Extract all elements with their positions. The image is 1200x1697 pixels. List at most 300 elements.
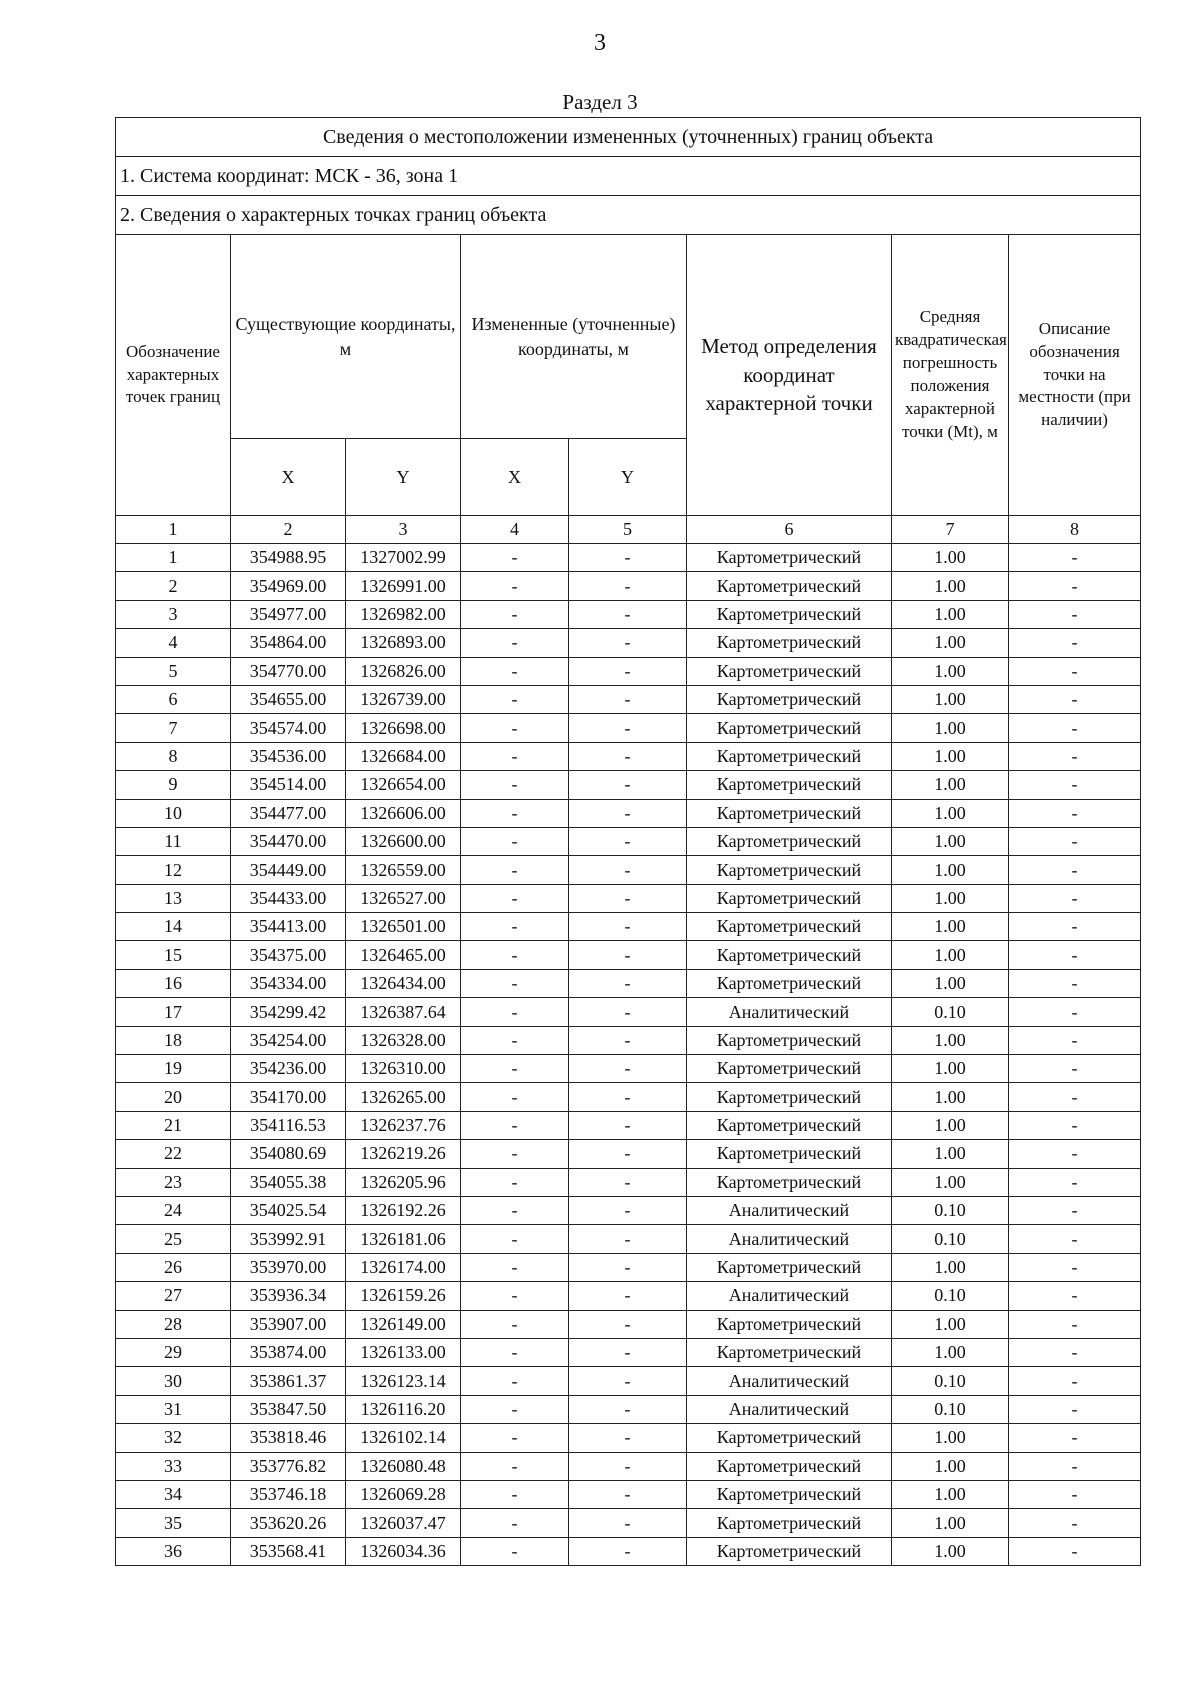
- cell-description: -: [1009, 1083, 1141, 1111]
- cell-existing-x: 353818.46: [231, 1424, 346, 1452]
- cell-mean-error: 1.00: [892, 799, 1009, 827]
- cell-changed-x: -: [461, 1282, 569, 1310]
- cell-description: -: [1009, 1310, 1141, 1338]
- cell-mean-error: 0.10: [892, 1282, 1009, 1310]
- cell-method: Картометрический: [687, 1253, 892, 1281]
- cell-description: -: [1009, 657, 1141, 685]
- cell-changed-y: -: [569, 827, 687, 855]
- cell-changed-y: -: [569, 572, 687, 600]
- cell-changed-y: -: [569, 544, 687, 572]
- header-existing-coordinates: Существующие координаты, м: [231, 235, 461, 439]
- cell-mean-error: 1.00: [892, 1055, 1009, 1083]
- cell-description: -: [1009, 1338, 1141, 1366]
- cell-changed-y: -: [569, 856, 687, 884]
- cell-mean-error: 1.00: [892, 1310, 1009, 1338]
- cell-changed-y: -: [569, 657, 687, 685]
- cell-mean-error: 1.00: [892, 1168, 1009, 1196]
- cell-method: Картометрический: [687, 1480, 892, 1508]
- cell-method: Картометрический: [687, 1083, 892, 1111]
- cell-existing-x: 354025.54: [231, 1196, 346, 1224]
- cell-existing-y: 1326501.00: [346, 913, 461, 941]
- cell-changed-x: -: [461, 1140, 569, 1168]
- cell-mean-error: 0.10: [892, 1225, 1009, 1253]
- cell-point-number: 7: [116, 714, 231, 742]
- cell-method: Картометрический: [687, 742, 892, 770]
- cell-point-number: 33: [116, 1452, 231, 1480]
- cell-mean-error: 1.00: [892, 629, 1009, 657]
- column-number: 5: [569, 516, 687, 544]
- cell-mean-error: 1.00: [892, 856, 1009, 884]
- cell-mean-error: 1.00: [892, 913, 1009, 941]
- cell-mean-error: 1.00: [892, 1026, 1009, 1054]
- column-number: 7: [892, 516, 1009, 544]
- cell-mean-error: 0.10: [892, 1367, 1009, 1395]
- cell-existing-y: 1326116.20: [346, 1395, 461, 1423]
- table-row: [116, 1083, 1141, 1111]
- cell-method: Аналитический: [687, 998, 892, 1026]
- cell-changed-x: -: [461, 799, 569, 827]
- cell-changed-y: -: [569, 884, 687, 912]
- cell-mean-error: 1.00: [892, 714, 1009, 742]
- cell-changed-y: -: [569, 1026, 687, 1054]
- cell-method: Картометрический: [687, 544, 892, 572]
- cell-changed-x: -: [461, 1111, 569, 1139]
- cell-existing-x: 354433.00: [231, 884, 346, 912]
- cell-existing-y: 1326159.26: [346, 1282, 461, 1310]
- cell-description: -: [1009, 1026, 1141, 1054]
- cell-description: -: [1009, 544, 1141, 572]
- cell-changed-x: -: [461, 856, 569, 884]
- table-row: [116, 1225, 1141, 1253]
- cell-changed-x: -: [461, 827, 569, 855]
- cell-existing-y: 1326265.00: [346, 1083, 461, 1111]
- cell-existing-y: 1326237.76: [346, 1111, 461, 1139]
- table-row: [116, 827, 1141, 855]
- cell-point-number: 15: [116, 941, 231, 969]
- cell-point-number: 32: [116, 1424, 231, 1452]
- cell-changed-x: -: [461, 1424, 569, 1452]
- cell-point-number: 10: [116, 799, 231, 827]
- cell-changed-y: -: [569, 1395, 687, 1423]
- cell-point-number: 13: [116, 884, 231, 912]
- cell-mean-error: 1.00: [892, 771, 1009, 799]
- cell-description: -: [1009, 600, 1141, 628]
- table-row: [116, 629, 1141, 657]
- table-row: [116, 856, 1141, 884]
- column-number: 8: [1009, 516, 1141, 544]
- cell-point-number: 20: [116, 1083, 231, 1111]
- table-row: [116, 969, 1141, 997]
- coordinate-system: 1. Система координат: МСК - 36, зона 1: [116, 157, 1141, 196]
- cell-existing-x: 354334.00: [231, 969, 346, 997]
- cell-changed-x: -: [461, 1026, 569, 1054]
- table-row: [116, 742, 1141, 770]
- cell-existing-x: 354514.00: [231, 771, 346, 799]
- cell-mean-error: 1.00: [892, 1480, 1009, 1508]
- table-row: [116, 1282, 1141, 1310]
- cell-changed-x: -: [461, 1225, 569, 1253]
- cell-description: -: [1009, 856, 1141, 884]
- table-row: [116, 1168, 1141, 1196]
- cell-description: -: [1009, 1424, 1141, 1452]
- cell-existing-x: 354655.00: [231, 685, 346, 713]
- header-changed-coordinates: Измененные (уточненные) координаты, м: [461, 235, 687, 439]
- cell-mean-error: 1.00: [892, 1338, 1009, 1366]
- cell-method: Картометрический: [687, 685, 892, 713]
- cell-mean-error: 1.00: [892, 1083, 1009, 1111]
- cell-description: -: [1009, 884, 1141, 912]
- cell-changed-x: -: [461, 629, 569, 657]
- cell-description: -: [1009, 742, 1141, 770]
- cell-existing-y: 1326192.26: [346, 1196, 461, 1224]
- cell-description: -: [1009, 1055, 1141, 1083]
- cell-point-number: 27: [116, 1282, 231, 1310]
- cell-existing-x: 353992.91: [231, 1225, 346, 1253]
- cell-description: -: [1009, 799, 1141, 827]
- cell-existing-x: 354254.00: [231, 1026, 346, 1054]
- cell-existing-y: 1326387.64: [346, 998, 461, 1026]
- cell-existing-x: 354864.00: [231, 629, 346, 657]
- cell-existing-x: 354988.95: [231, 544, 346, 572]
- table-row: [116, 657, 1141, 685]
- cell-method: Аналитический: [687, 1395, 892, 1423]
- cell-existing-y: 1327002.99: [346, 544, 461, 572]
- table-row: [116, 1196, 1141, 1224]
- table-row: [116, 1140, 1141, 1168]
- cell-description: -: [1009, 827, 1141, 855]
- cell-changed-x: -: [461, 657, 569, 685]
- cell-description: -: [1009, 1395, 1141, 1423]
- column-number: 6: [687, 516, 892, 544]
- cell-method: Аналитический: [687, 1282, 892, 1310]
- cell-description: -: [1009, 1282, 1141, 1310]
- cell-changed-y: -: [569, 1424, 687, 1452]
- cell-existing-x: 353907.00: [231, 1310, 346, 1338]
- cell-method: Картометрический: [687, 884, 892, 912]
- column-number: 1: [116, 516, 231, 544]
- cell-existing-x: 354536.00: [231, 742, 346, 770]
- table-row: [116, 1310, 1141, 1338]
- column-number: 2: [231, 516, 346, 544]
- cell-existing-x: 354770.00: [231, 657, 346, 685]
- cell-mean-error: 0.10: [892, 1196, 1009, 1224]
- cell-changed-y: -: [569, 1140, 687, 1168]
- cell-changed-y: -: [569, 1253, 687, 1281]
- cell-existing-x: 353568.41: [231, 1537, 346, 1565]
- cell-existing-x: 354055.38: [231, 1168, 346, 1196]
- cell-existing-x: 353874.00: [231, 1338, 346, 1366]
- cell-description: -: [1009, 1480, 1141, 1508]
- cell-changed-x: -: [461, 1338, 569, 1366]
- cell-point-number: 5: [116, 657, 231, 685]
- cell-changed-y: -: [569, 1452, 687, 1480]
- column-number: 3: [346, 516, 461, 544]
- cell-existing-y: 1326739.00: [346, 685, 461, 713]
- cell-existing-x: 353861.37: [231, 1367, 346, 1395]
- cell-changed-y: -: [569, 969, 687, 997]
- table-row: [116, 771, 1141, 799]
- cell-point-number: 29: [116, 1338, 231, 1366]
- header-existing-x: X: [231, 439, 346, 516]
- cell-existing-x: 354477.00: [231, 799, 346, 827]
- cell-existing-x: 354574.00: [231, 714, 346, 742]
- cell-method: Картометрический: [687, 1424, 892, 1452]
- cell-point-number: 22: [116, 1140, 231, 1168]
- cell-changed-x: -: [461, 998, 569, 1026]
- cell-mean-error: 1.00: [892, 969, 1009, 997]
- cell-existing-y: 1326328.00: [346, 1026, 461, 1054]
- cell-description: -: [1009, 1225, 1141, 1253]
- cell-method: Картометрический: [687, 1338, 892, 1366]
- table-title: Сведения о местоположении измененных (уточненных) границ объекта: [116, 118, 1141, 157]
- cell-changed-y: -: [569, 1480, 687, 1508]
- cell-existing-x: 354236.00: [231, 1055, 346, 1083]
- cell-point-number: 26: [116, 1253, 231, 1281]
- cell-description: -: [1009, 1140, 1141, 1168]
- cell-mean-error: 1.00: [892, 1537, 1009, 1565]
- cell-changed-y: -: [569, 714, 687, 742]
- cell-method: Картометрический: [687, 1452, 892, 1480]
- cell-description: -: [1009, 1452, 1141, 1480]
- cell-mean-error: 1.00: [892, 1253, 1009, 1281]
- cell-existing-x: 353746.18: [231, 1480, 346, 1508]
- cell-point-number: 16: [116, 969, 231, 997]
- cell-method: Картометрический: [687, 1055, 892, 1083]
- cell-existing-x: 353620.26: [231, 1509, 346, 1537]
- cell-method: Картометрический: [687, 856, 892, 884]
- cell-changed-x: -: [461, 1310, 569, 1338]
- cell-existing-y: 1326205.96: [346, 1168, 461, 1196]
- cell-point-number: 23: [116, 1168, 231, 1196]
- cell-point-number: 19: [116, 1055, 231, 1083]
- cell-existing-x: 354449.00: [231, 856, 346, 884]
- cell-point-number: 6: [116, 685, 231, 713]
- cell-changed-x: -: [461, 1055, 569, 1083]
- cell-point-number: 12: [116, 856, 231, 884]
- cell-changed-x: -: [461, 1196, 569, 1224]
- cell-existing-y: 1326102.14: [346, 1424, 461, 1452]
- cell-changed-x: -: [461, 941, 569, 969]
- cell-existing-x: 354413.00: [231, 913, 346, 941]
- cell-mean-error: 1.00: [892, 884, 1009, 912]
- cell-method: Картометрический: [687, 629, 892, 657]
- cell-point-number: 3: [116, 600, 231, 628]
- table-row: [116, 714, 1141, 742]
- cell-method: Аналитический: [687, 1225, 892, 1253]
- cell-mean-error: 1.00: [892, 685, 1009, 713]
- table-row: [116, 941, 1141, 969]
- table-row: [116, 998, 1141, 1026]
- cell-changed-y: -: [569, 1225, 687, 1253]
- cell-existing-y: 1326465.00: [346, 941, 461, 969]
- cell-method: Картометрический: [687, 941, 892, 969]
- table-row: [116, 544, 1141, 572]
- cell-point-number: 9: [116, 771, 231, 799]
- cell-existing-y: 1326991.00: [346, 572, 461, 600]
- cell-method: Аналитический: [687, 1196, 892, 1224]
- cell-existing-y: 1326527.00: [346, 884, 461, 912]
- cell-point-number: 17: [116, 998, 231, 1026]
- cell-changed-x: -: [461, 714, 569, 742]
- table-row: [116, 1537, 1141, 1565]
- cell-description: -: [1009, 969, 1141, 997]
- table-row: [116, 913, 1141, 941]
- cell-changed-x: -: [461, 1509, 569, 1537]
- table-row: [116, 1253, 1141, 1281]
- cell-mean-error: 1.00: [892, 742, 1009, 770]
- cell-method: Картометрический: [687, 600, 892, 628]
- table-row: [116, 884, 1141, 912]
- cell-method: Картометрический: [687, 913, 892, 941]
- boundary-points-table: [115, 117, 1141, 1566]
- cell-existing-y: 1326600.00: [346, 827, 461, 855]
- cell-point-number: 14: [116, 913, 231, 941]
- cell-method: Аналитический: [687, 1367, 892, 1395]
- cell-changed-y: -: [569, 1196, 687, 1224]
- cell-description: -: [1009, 998, 1141, 1026]
- cell-existing-x: 354969.00: [231, 572, 346, 600]
- cell-point-number: 18: [116, 1026, 231, 1054]
- cell-changed-x: -: [461, 572, 569, 600]
- table-row: [116, 685, 1141, 713]
- cell-description: -: [1009, 941, 1141, 969]
- cell-existing-x: 353776.82: [231, 1452, 346, 1480]
- header-error: Средняя квадратическая погрешность положения характерной точки (Mt), м: [892, 235, 1009, 516]
- cell-mean-error: 1.00: [892, 1111, 1009, 1139]
- table-row: [116, 600, 1141, 628]
- cell-description: -: [1009, 1253, 1141, 1281]
- cell-method: Картометрический: [687, 657, 892, 685]
- cell-changed-y: -: [569, 771, 687, 799]
- cell-point-number: 35: [116, 1509, 231, 1537]
- cell-mean-error: 0.10: [892, 1395, 1009, 1423]
- cell-description: -: [1009, 1168, 1141, 1196]
- cell-existing-x: 354375.00: [231, 941, 346, 969]
- cell-changed-x: -: [461, 1083, 569, 1111]
- table-row: [116, 1367, 1141, 1395]
- cell-mean-error: 1.00: [892, 544, 1009, 572]
- cell-existing-y: 1326149.00: [346, 1310, 461, 1338]
- header-existing-y: Y: [346, 439, 461, 516]
- cell-method: Картометрический: [687, 1111, 892, 1139]
- cell-existing-y: 1326219.26: [346, 1140, 461, 1168]
- cell-description: -: [1009, 1509, 1141, 1537]
- cell-mean-error: 1.00: [892, 1509, 1009, 1537]
- cell-point-number: 30: [116, 1367, 231, 1395]
- cell-existing-y: 1326893.00: [346, 629, 461, 657]
- cell-changed-y: -: [569, 742, 687, 770]
- cell-changed-y: -: [569, 913, 687, 941]
- cell-mean-error: 1.00: [892, 600, 1009, 628]
- cell-changed-y: -: [569, 941, 687, 969]
- cell-changed-y: -: [569, 799, 687, 827]
- cell-changed-x: -: [461, 1253, 569, 1281]
- cell-existing-y: 1326174.00: [346, 1253, 461, 1281]
- cell-description: -: [1009, 1196, 1141, 1224]
- cell-point-number: 31: [116, 1395, 231, 1423]
- page-number: 3: [594, 30, 606, 56]
- cell-changed-x: -: [461, 742, 569, 770]
- cell-mean-error: 1.00: [892, 1140, 1009, 1168]
- cell-existing-y: 1326037.47: [346, 1509, 461, 1537]
- cell-description: -: [1009, 771, 1141, 799]
- cell-description: -: [1009, 913, 1141, 941]
- cell-existing-x: 354299.42: [231, 998, 346, 1026]
- cell-method: Картометрический: [687, 1509, 892, 1537]
- cell-existing-y: 1326133.00: [346, 1338, 461, 1366]
- cell-point-number: 1: [116, 544, 231, 572]
- cell-changed-x: -: [461, 1367, 569, 1395]
- cell-description: -: [1009, 1367, 1141, 1395]
- cell-existing-x: 354116.53: [231, 1111, 346, 1139]
- cell-description: -: [1009, 714, 1141, 742]
- cell-point-number: 34: [116, 1480, 231, 1508]
- cell-changed-y: -: [569, 1367, 687, 1395]
- cell-existing-y: 1326654.00: [346, 771, 461, 799]
- cell-existing-x: 354977.00: [231, 600, 346, 628]
- cell-description: -: [1009, 685, 1141, 713]
- cell-point-number: 4: [116, 629, 231, 657]
- cell-existing-y: 1326181.06: [346, 1225, 461, 1253]
- cell-existing-y: 1326069.28: [346, 1480, 461, 1508]
- table-row: [116, 1338, 1141, 1366]
- cell-changed-y: -: [569, 600, 687, 628]
- cell-existing-x: 353970.00: [231, 1253, 346, 1281]
- header-description: Описание обозначения точки на местности (при наличии): [1009, 235, 1141, 516]
- cell-mean-error: 1.00: [892, 657, 1009, 685]
- cell-existing-y: 1326982.00: [346, 600, 461, 628]
- cell-method: Картометрический: [687, 969, 892, 997]
- cell-existing-y: 1326434.00: [346, 969, 461, 997]
- cell-changed-y: -: [569, 998, 687, 1026]
- table-row: [116, 1055, 1141, 1083]
- cell-method: Картометрический: [687, 1168, 892, 1196]
- cell-point-number: 21: [116, 1111, 231, 1139]
- cell-existing-y: 1326698.00: [346, 714, 461, 742]
- cell-changed-x: -: [461, 600, 569, 628]
- cell-changed-x: -: [461, 913, 569, 941]
- table-row: [116, 1480, 1141, 1508]
- cell-existing-y: 1326310.00: [346, 1055, 461, 1083]
- cell-changed-x: -: [461, 1480, 569, 1508]
- table-row: [116, 1424, 1141, 1452]
- cell-changed-y: -: [569, 1168, 687, 1196]
- header-method: Метод определения координат характерной точки: [687, 235, 892, 516]
- cell-mean-error: 1.00: [892, 1424, 1009, 1452]
- cell-method: Картометрический: [687, 1537, 892, 1565]
- cell-point-number: 36: [116, 1537, 231, 1565]
- cell-method: Картометрический: [687, 1026, 892, 1054]
- cell-changed-y: -: [569, 629, 687, 657]
- cell-existing-y: 1326123.14: [346, 1367, 461, 1395]
- header-designation: Обозначение характерных точек границ: [116, 235, 231, 516]
- table-row: [116, 1452, 1141, 1480]
- cell-changed-x: -: [461, 1537, 569, 1565]
- table-row: [116, 1509, 1141, 1537]
- cell-existing-y: 1326826.00: [346, 657, 461, 685]
- cell-point-number: 8: [116, 742, 231, 770]
- cell-changed-y: -: [569, 1338, 687, 1366]
- cell-changed-y: -: [569, 1111, 687, 1139]
- cell-changed-y: -: [569, 1282, 687, 1310]
- cell-changed-y: -: [569, 1055, 687, 1083]
- cell-mean-error: 1.00: [892, 1452, 1009, 1480]
- cell-changed-y: -: [569, 1310, 687, 1338]
- cell-existing-x: 354170.00: [231, 1083, 346, 1111]
- cell-existing-x: 354470.00: [231, 827, 346, 855]
- cell-mean-error: 1.00: [892, 572, 1009, 600]
- cell-existing-y: 1326684.00: [346, 742, 461, 770]
